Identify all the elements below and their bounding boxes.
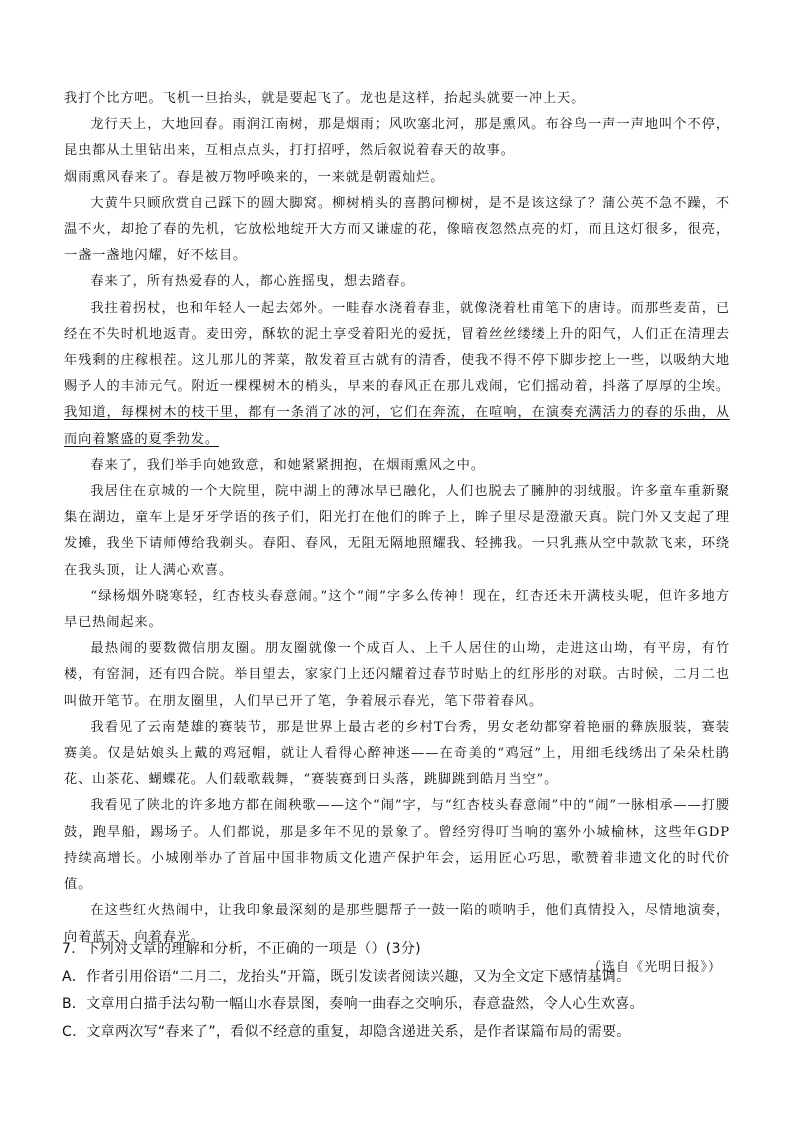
essay-paragraph <box>64 296 730 453</box>
essay-paragraph: 最热闹的要数微信朋友圈。朋友圈就像一个成百人、上千人居住的山坳，走进这山坳，有平房，有竹楼，有窑洞，还有四合院。举目望去，家家门上还闪耀着过春节时贴上的红彤彤的对联。古时候，二月二也叫做开笔节。在朋友圈里，人们早已开了笔，争着展示春光，笔下带着春风。 <box>64 641 730 709</box>
essay-paragraph: 我打个比方吧。飞机一旦抬头，就是要起飞了。龙也是这样，抬起头就要一冲上天。 <box>64 91 586 106</box>
option-a: A．作者引用俗语“二月二，龙抬头”开篇，既引发读者阅读兴趣，又为全文定下感情基调。 <box>62 968 631 985</box>
essay-paragraph: 烟雨熏风春来了。春是被万物呼唤来的，一来就是朝霞灿烂。 <box>64 169 445 185</box>
essay-paragraph: “绿杨烟外晓寒轻，红杏枝头春意闹。”这个“闹”字多么传神！现在，红杏还未开满枝头呢，但许多地方早已热闹起来。 <box>64 588 730 631</box>
underlined-sentence: 我知道，每棵树木的枝干里，都有一条消了冰的河，它们在奔流，在喧响，在演奏充满活力的春的乐曲，从而向着繁盛的夏季勃发。 <box>64 405 730 447</box>
essay-paragraph: 我看见了云南楚雄的赛装节，那是世界上最古老的乡村T台秀，男女老幼都穿着艳丽的彝族服装，赛装赛美。仅是姑娘头上戴的鸡冠帽，就让人看得心醉神迷——在奇美的“鸡冠”上，用细毛线绣出了朵朵杜鹃花、山茶花、蝴蝶花。人们载歌载舞，“赛装赛到日头落，跳脚跳到皓月当空”。 <box>64 719 730 788</box>
option-b: B．文章用白描手法勾勒一幅山水春景图，奏响一曲春之交响乐，春意盎然，令人心生欢喜。 <box>62 996 644 1012</box>
source-citation: （选自《光明日报》） <box>587 959 722 975</box>
essay-paragraph: 春来了，我们举手向她致意，和她紧紧拥抱，在烟雨熏风之中。 <box>90 457 485 473</box>
question-stem: 7．下列对文章的理解和分析，不正确的一项是（）(3分) <box>62 941 421 957</box>
essay-paragraph: 我看见了陕北的许多地方都在闹秧歌——这个“闹”字，与“红杏枝头春意闹”中的“闹”一脉相承——打腰鼓，跑旱船，踢场子。人们都说，那是多年不见的景象了。曾经穷得叮当响的塞外小城榆林，这些年GDP持续高增长。小城刚举办了首届中国非物质文化遗产保护年会，运用匠心巧思，歌赞着非遗文化的时代价值。 <box>64 798 730 893</box>
essay-paragraph: 春来了，所有热爱春的人，都心旌摇曳，想去踏春。 <box>90 274 415 290</box>
essay-paragraph: 龙行天上，大地回春。雨润江南树，那是烟雨；风吹塞北河，那是熏风。布谷鸟一声一声地叫个不停，昆虫都从土里钻出来，互相点点头，打打招呼，然后叙说着春天的故事。 <box>64 117 730 159</box>
option-c: C．文章两次写“春来了”，看似不经意的重复，却隐含递进关系，是作者谋篇布局的需要。 <box>62 1023 631 1040</box>
question-7 <box>62 936 742 1046</box>
essay-paragraph: 我居住在京城的一个大院里，院中湖上的薄冰早已融化，人们也脱去了臃肿的羽绒服。许多童车重新聚集在湖边，童车上是牙牙学语的孩子们，阳光打在他们的眸子上，眸子里尽是澄澈天真。院门外又支起了理发摊，我坐下请师傅给我剃头。春阳、春风，无阻无隔地照耀我、轻拂我。一只乳燕从空中款款飞来，环绕在我头顶，让人满心欢喜。 <box>64 484 730 578</box>
essay-body <box>64 86 730 981</box>
essay-paragraph: 大黄牛只顾欣赏自己踩下的圆大脚窝。柳树梢头的喜鹊问柳树，是不是该这绿了？蒲公英不急不躁，不温不火，却抢了春的先机，它放松地绽开大方而又谦虚的花，像暗夜忽然点亮的灯，而且这灯很多，很亮，一盏一盏地闪耀，好不炫目。 <box>64 195 730 264</box>
essay-text: 我拄着拐杖，也和年轻人一起去郊外。一畦春水浇着春韭，就像浇着杜甫笔下的唐诗。而那些麦苗，已经在不失时机地返青。麦田旁，酥软的泥土享受着阳光的爱抚，冒着丝丝缕缕上升的阳气，人们正在清理去年残剩的庄稼根茬。这儿那儿的荠菜，散发着亘古就有的清香，使我不得不停下脚步挖上一些，以吸纳大地赐予人的丰沛元气。附近一棵棵树木的梢头，早来的春风正在那儿戏闹，它们摇动着，抖落了厚厚的尘埃。 <box>64 300 730 395</box>
essay-paragraph: 在这些红火热闹中，让我印象最深刻的是那些腮帮子一鼓一陷的唢呐手，他们真情投入，尽情地演奏，向着蓝天，向着春光。 <box>64 903 730 945</box>
